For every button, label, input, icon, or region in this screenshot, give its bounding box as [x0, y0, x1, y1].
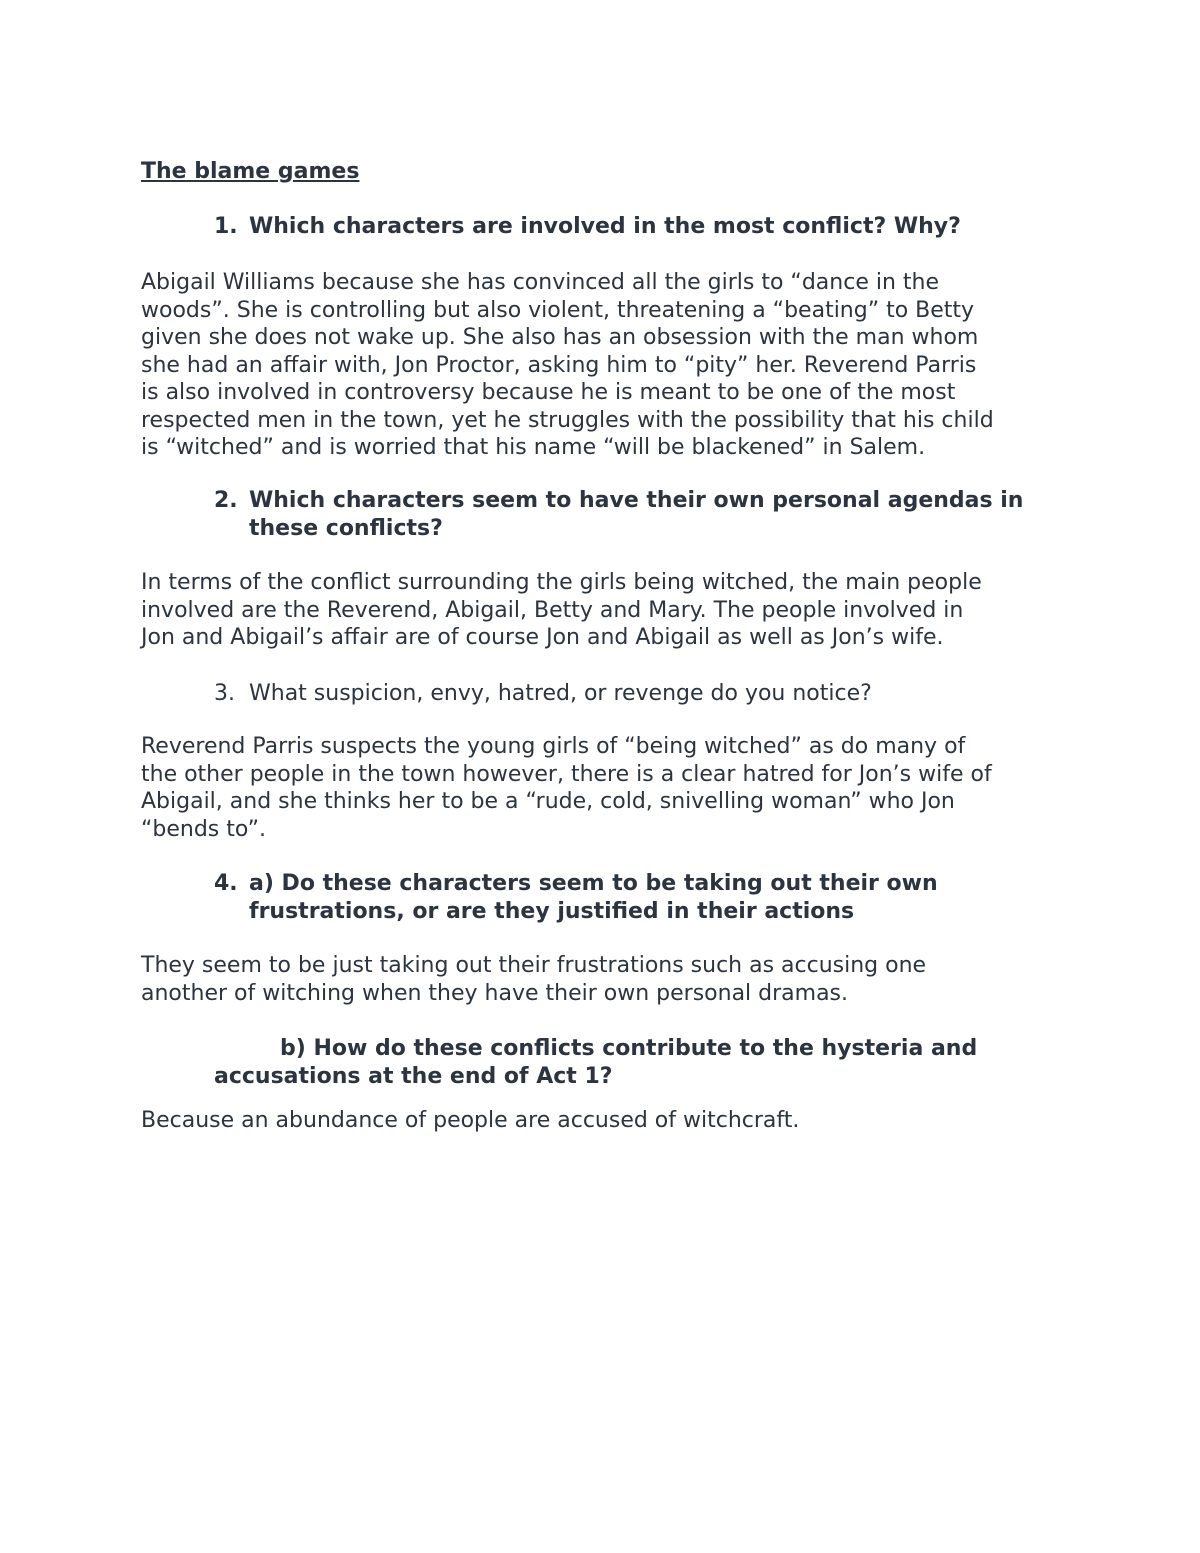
answer-2: In terms of the conflict surrounding the girls being witched, the main people involved are the Reverend, Abigail, Betty and Mary. The people involved in Jon and Abigail’s affair are of course Jon and Abigail as well as Jon’s wife.	[141, 570, 982, 650]
document-title: The blame games	[141, 159, 360, 184]
question-1	[214, 213, 1074, 241]
question-number: 3.	[214, 681, 235, 706]
question-number: 4.	[214, 871, 238, 896]
answer-4b: Because an abundance of people are accused of witchcraft.	[141, 1108, 800, 1133]
question-4b: b) How do these conflicts contribute to the hysteria and accusations at the end of Act 1?	[214, 1036, 978, 1089]
question-text: Which characters seem to have their own personal agendas in these conflicts?	[249, 488, 1024, 541]
question-number: 2.	[214, 488, 238, 513]
answer-4a: They seem to be just taking out their frustrations such as accusing one another of witching when they have their own personal dramas.	[141, 953, 927, 1006]
question-3	[214, 680, 1054, 708]
question-4a	[214, 870, 994, 926]
answer-3: Reverend Parris suspects the young girls of “being witched” as do many of the other people in the town however, there is a clear hatred for Jon’s wife of Abigail, and she thinks her to be a “rude, cold, snivelling woman” who Jon “bends to”.	[141, 734, 992, 842]
answer-1: Abigail Williams because she has convinced all the girls to “dance in the woods”. She is controlling but also violent, threatening a “beating” to Betty given she does not wake up. She also has an obsession with the man whom she had an affair with, Jon Proctor, asking him to “pity” her. Reverend Parris is also involved in controversy because he is meant to be one of the most respected men in the town, yet he struggles with the possibility that his child is “witched” and is worried that his name “will be blackened” in Salem.	[141, 270, 994, 460]
question-text: a) Do these characters seem to be taking out their own frustrations, or are they justified in their actions	[249, 871, 938, 924]
question-text: What suspicion, envy, hatred, or revenge do you notice?	[249, 681, 872, 706]
question-text: Which characters are involved in the most conflict? Why?	[249, 214, 961, 239]
question-number: 1.	[214, 214, 238, 239]
question-2	[214, 487, 1054, 543]
